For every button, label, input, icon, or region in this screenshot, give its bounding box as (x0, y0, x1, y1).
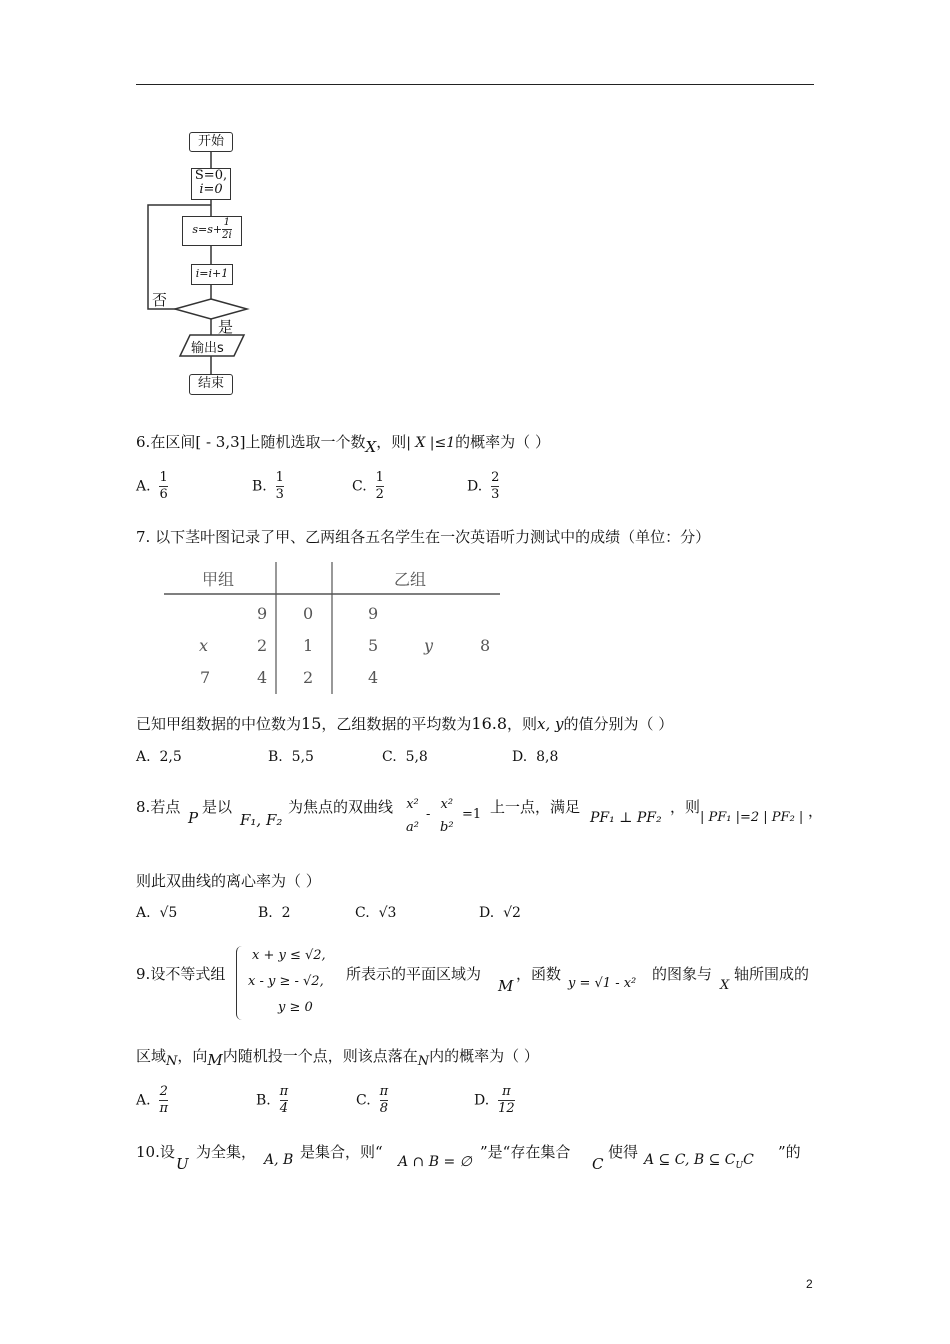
table-cell: 5 (368, 636, 379, 655)
table-cell: x (199, 636, 209, 655)
q6-option-c: C. $\frac{1}{2}$ (352, 470, 384, 502)
q6-option-d: D. $\frac{2}{3}$ (467, 470, 500, 502)
q6-cond: | X |≤1 (406, 435, 456, 451)
update-num: 1 (223, 217, 231, 228)
q9-option-c: C. $\frac{\pi}{8}$ (356, 1084, 389, 1116)
q8-option-c: C. √3 (355, 905, 397, 921)
question-7: 7. 以下茎叶图记录了甲、乙两组各五名学生在一次英语听力测试中的成绩（单位：分） (136, 528, 711, 546)
flowchart-yes-label: 是 (218, 318, 234, 336)
q6-text: 的概率为（ ） (455, 433, 550, 451)
q9-option-d: D. $\frac{\pi}{12}$ (474, 1084, 515, 1116)
q6-text: 在区间 (150, 433, 196, 451)
decision-diamond (175, 299, 247, 319)
q8-option-d: D. √2 (479, 905, 521, 921)
table-cell: 2 (257, 636, 268, 655)
flowchart-init (191, 168, 231, 200)
flowchart-no-label: 否 (152, 291, 168, 309)
table-header-left: 甲组 (202, 570, 235, 589)
table-header-right: 乙组 (394, 570, 427, 589)
q6-var: X (365, 438, 377, 456)
table-cell: 0 (303, 604, 314, 623)
q6-option-b: B. $\frac{1}{3}$ (252, 470, 284, 502)
q9-option-b: B. $\frac{\pi}{4}$ (256, 1084, 289, 1116)
question-6 (136, 432, 550, 456)
q6-option-a: A. $\frac{1}{6}$ (136, 470, 168, 502)
q7-option-b: B. 5,5 (268, 749, 314, 765)
q7-option-c: C. 5,8 (382, 749, 428, 765)
table-cell: 9 (257, 604, 268, 623)
q6-text: 上随机选取一个数 (245, 433, 366, 451)
system-brace (236, 946, 247, 1020)
init-line2: i=0 (199, 182, 223, 197)
flowchart-increment: i=i+1 (191, 264, 233, 285)
flowchart-output: 输出s (191, 341, 224, 356)
q7-condition: 已知甲组数据的中位数为15，乙组数据的平均数为16.8，则x, y的值分别为（ ） (136, 714, 674, 733)
q6-number: 6. (136, 433, 151, 451)
q7-option-d: D. 8,8 (512, 749, 559, 765)
update-lhs: s=s+ (192, 223, 223, 236)
table-cell: y (424, 636, 434, 655)
table-cell: 4 (257, 668, 268, 687)
q8-option-b: B. 2 (258, 905, 291, 921)
table-cell: 2 (303, 668, 314, 687)
stem-leaf-table (164, 562, 500, 694)
q6-interval: [ - 3,3] (195, 433, 246, 451)
table-cell: 4 (368, 668, 379, 687)
init-line1: S=0, (194, 168, 228, 183)
page-number: 2 (806, 1277, 813, 1291)
table-cell: 9 (368, 604, 379, 623)
q7-option-a: A. 2,5 (136, 749, 182, 765)
update-den: 2i (222, 230, 232, 241)
table-cell: 7 (200, 668, 211, 687)
q9-option-a: A. $\frac{2}{\pi}$ (136, 1084, 169, 1116)
flowchart-end: 结束 (189, 374, 233, 395)
q6-text: ，则 (376, 433, 407, 451)
flowchart-update (182, 216, 242, 246)
flowchart-lines (0, 0, 950, 420)
q8-option-a: A. √5 (136, 905, 178, 921)
table-cell: 8 (480, 636, 491, 655)
table-cell: 1 (303, 636, 314, 655)
flowchart-start: 开始 (189, 132, 233, 152)
